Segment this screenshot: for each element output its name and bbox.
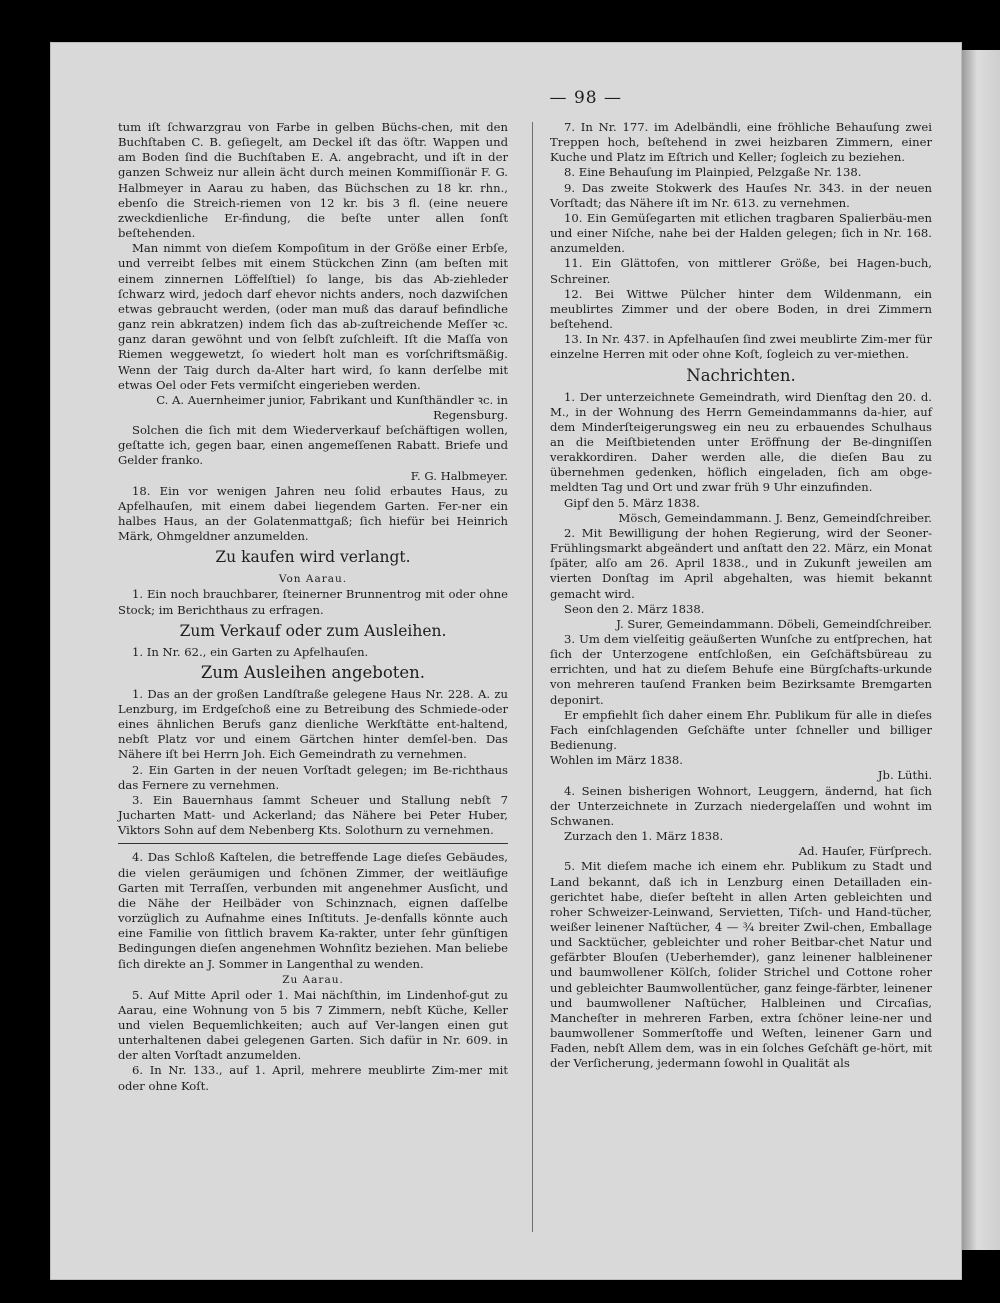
right-column (550, 120, 932, 1072)
paragraph: 1. In Nr. 62., ein Garten zu Apfelhauſen. (132, 644, 369, 659)
paragraph: 3. Ein Bauernhaus ſammt Scheuer und Stallung nebſt 7 Jucharten Matt- und Ackerland; das Nähere bei Peter Huber, Viktors Sohn auf dem Nebenberg Kts. Solothurn zu vernehmen. (118, 792, 508, 838)
paragraph: 4. Seinen bisherigen Wohnort, Leuggern, ändernd, hat ſich der Unterzeichnete in Zurzach niedergelaſſen und wohnt im Schwanen. (550, 783, 932, 828)
paragraph: 13. In Nr. 437. in Apfelhauſen ſind zwei meublirte Zim-mer für einzelne Herren mit oder ohne Koſt, ſogleich zu ver-miethen. (550, 332, 932, 362)
paragraph: Er empfiehlt ſich daher einem Ehr. Publikum für alle in dieſes Fach einſchlagenden Geſchäfte unter ſchneller und billiger Bedienung. (550, 707, 932, 753)
paragraph: 12. Bei Wittwe Pülcher hinter dem Wildenmann, ein meublirtes Zimmer und der obere Boden, in drei Zimmern beſtehend. (550, 286, 932, 332)
signature: J. Surer, Gemeindammann. Döbeli, Gemeindſchreiber. (616, 616, 932, 631)
paragraph: Solchen die ſich mit dem Wiederverkauf beſchäftigen wollen, geſtatte ich, gegen baar, einen angemeſſenen Rabatt. Briefe und Gelder franko. (118, 423, 508, 468)
paragraph: Seon den 2. März 1838. (564, 601, 705, 616)
paragraph: Gipf den 5. März 1838. (564, 495, 700, 510)
next-page-edge (962, 50, 1000, 1250)
signature: Jb. Lüthi. (877, 768, 932, 783)
divider (118, 843, 508, 844)
paragraph: 11. Ein Glättofen, von mittlerer Größe, bei Hagen-buch, Schreiner. (550, 256, 932, 286)
paragraph: 5. Auf Mitte April oder 1. Mai nächſthin, im Lindenhof-gut zu Aarau, eine Wohnung von 5 bis 7 Zimmern, nebſt Küche, Keller und vielen Bequemlichkeiten; auch auf Ver-langen einen gut unterhaltenen dabei gelegenen Garten. Sich dafür in Nr. 609. in der alten Vorſtadt anzumelden. (118, 987, 508, 1063)
paragraph: 2. Mit Bewilligung der hohen Regierung, wird der Seoner-Frühlingsmarkt abgeändert und anſtatt den 22. März, ein Monat ſpäter, alſo am 26. April 1838., und in Zukunft jeweilen am vierten Donſtag im April abgehalten, was hiemit bekannt gemacht wird. (550, 525, 932, 601)
paragraph: 5. Mit dieſem mache ich einem ehr. Publikum zu Stadt und Land bekannt, daß ich in Lenzburg einen Detailladen ein-gerichtet habe, dieſer beſteht in allen Arten gebleichten und roher Schweizer-Leinwand, Servietten, Tiſch- und Hand-tücher, weißer leinener Naſtücher, 4 — ¾ breiter Zwil-chen, Emballage und Sacktücher, gebleichter und roher Beitbar-chet Natur und gefärbter Blouſen (Ueberhemder), ganz leinener halbleinener und baumwollener Kölſch, ſolider Strichel und Cottone roher und gebleichter Baumwollentücher, ganz feinge-färbter, leinener und baumwollener Naſtücher, Halbleinen und Circaſias, Mancheſter in mehreren Farben, extra ſchöner leine-ner und baumwollener Sommerſtoffe und Weſten, leinener Garn und Faden, nebſt Allem dem, was in ein ſolches Geſchäft ge-hört, mit der Verſicherung, jedermann ſowohl in Qualität als (550, 859, 932, 1071)
paragraph: tum iſt ſchwarzgrau von Farbe in gelben Büchs-chen, mit den Buchſtaben C. B. geſiegelt, am Deckel iſt das öſtr. Wappen und am Boden ſind die Buchſtaben E. A. angebracht, und iſt in der ganzen Schweiz nur allein ächt durch meinen Kommiſſionär F. G. Halbmeyer in Aarau zu haben, das Büchschen zu 18 kr. rhn., ebenſo die Streich-riemen von 12 kr. bis 3 fl. (eine neuere zweckdienliche Er-findung, die beſte unter allen ſonſt beſtehenden. (118, 120, 508, 241)
signature: Ad. Hauſer, Fürſprech. (798, 844, 932, 859)
paragraph: Wohlen im März 1838. (550, 753, 683, 768)
page-number: — 98 — (549, 88, 622, 108)
left-column (118, 120, 508, 1094)
paragraph: 3. Um dem vielſeitig geäußerten Wunſche zu entſprechen, hat ſich der Unterzogene entſchloßen, ein Geſchäftsbüreau zu errichten, und hat zu dieſem Behufe eine Bürgſchafts-urkunde von mehreren tauſend Franken beim Bezirksamte Bremgarten deponirt. (550, 632, 932, 707)
signature: C. A. Auernheimer junior, Fabrikant und Kunſthändler ꝛc. in Regensburg. (156, 392, 508, 422)
section-heading: Zum Verkauf oder zum Ausleihen. (179, 621, 447, 640)
section-heading: Zu kaufen wird verlangt. (215, 548, 411, 567)
paragraph: 7. In Nr. 177. im Adelbändli, eine fröhliche Behauſung zwei Treppen hoch, beſtehend in zwei heizbaren Zimmern, einer Kuche und Platz im Eſtrich und Keller; ſogleich zu beziehen. (550, 120, 932, 165)
paragraph: 4. Das Schloß Kaſtelen, die betreffende Lage dieſes Gebäudes, die vielen geräumigen und ſchönen Zimmer, der weitläufige Garten mit Terraſſen, verbunden mit angenehmer Ausſicht, und die Nähe der Heilbäder von Schinznach, eignen daſſelbe vorzüglich zu Aufnahme eines Inſtituts. Je-denfalls könnte auch eine Familie von ſittlich bravem Ka-rakter, unter ſehr günſtigen Bedingungen dieſen angenehmen Wohnſitz beziehen. Man beliebe ſich direkte an J. Sommer in Langenthal zu wenden. (118, 850, 508, 971)
newspaper-page (50, 42, 962, 1280)
section-heading: Nachrichten. (686, 365, 796, 385)
paragraph: 10. Ein Gemüſegarten mit etlichen tragbaren Spalierbäu-men und einer Niſche, nahe bei der Halden gelegen; ſich in Nr. 168. anzumelden. (550, 210, 932, 256)
paragraph: Zurzach den 1. März 1838. (564, 829, 724, 844)
section-heading: Zum Ausleihen angeboten. (200, 662, 426, 682)
column-divider (532, 122, 533, 1232)
paragraph: 8. Eine Behauſung im Plainpied, Pelzgaße Nr. 138. (564, 165, 862, 180)
subheading: Zu Aarau. (282, 973, 344, 986)
subheading: Von Aarau. (278, 573, 348, 586)
paragraph: 9. Das zweite Stokwerk des Hauſes Nr. 343. in der neuen Vorſtadt; das Nähere iſt im Nr. 613. zu vernehmen. (550, 180, 932, 210)
signature: Mösch, Gemeindammann. J. Benz, Gemeindſchreiber. (618, 510, 932, 525)
signature: F. G. Halbmeyer. (410, 468, 508, 483)
paragraph: 1. Der unterzeichnete Gemeindrath, wird Dienſtag den 20. d. M., in der Wohnung des Herrn Gemeindammanns da-hier, auf dem Minderſteigerungsweg ein neu zu erbauendes Schulhaus an die Meiſtbietenden unter Eröffnung der Be-dingniſſen verakkordiren. Daher werden alle, die dieſen Bau zu übernehmen gedenken, höflich eingeladen, ſich am obge-meldten Tag und Ort und zwar früh 9 Uhr einzufinden. (550, 389, 932, 495)
paragraph: 6. In Nr. 133., auf 1. April, mehrere meublirte Zim-mer mit oder ohne Koſt. (118, 1063, 508, 1093)
paragraph: 1. Ein noch brauchbarer, ſteinerner Brunnentrog mit oder ohne Stock; im Berichthaus zu erfragen. (118, 587, 508, 617)
paragraph: 18. Ein vor wenigen Jahren neu ſolid erbautes Haus, zu Apfelhauſen, mit einem dabei liegendem Garten. Fer-ner ein halbes Haus, an der Golatenmattgaß; ſich hiefür bei Heinrich Märk, Ohmgeldner anzumelden. (118, 483, 508, 544)
paragraph: 2. Ein Garten in der neuen Vorſtadt gelegen; im Be-richthaus das Fernere zu vernehmen. (118, 762, 508, 792)
paragraph: Man nimmt von dieſem Kompoſitum in der Größe einer Erbſe, und verreibt ſelbes mit einem Stückchen Zinn (am beſten mit einem zinnernen Löffelſtiel) ſo lange, bis das Ab-ziehleder ſchwarz wird, jedoch darf ehevor nichts anders, noch dazwiſchen etwas gebraucht werden, (oder man muß das darauf befindliche ganz rein abkratzen) indem ſich das ab-zuſtreichende Meſſer ꝛc. ganz daran gewöhnt und von ſelbſt zuſchleift. Iſt die Maſſa von Riemen weggewetzt, ſo wiedert holt man es vorſchriftsmäßig. Wenn der Taig durch da-Alter hart wird, ſo kann derſelbe mit etwas Oel oder Fets vermiſcht eingerieben werden. (118, 241, 508, 392)
paragraph: 1. Das an der großen Landſtraße gelegene Haus Nr. 228. A. zu Lenzburg, im Erdgeſchoß eine zu Betreibung des Schmiede-oder eines ähnlichen Berufs ganz dienliche Werkſtätte ent-haltend, nebſt Platz vor und einem Gärtchen hinter demſel-ben. Das Nähere iſt bei Herrn Joh. Eich Gemeindrath zu vernehmen. (118, 686, 508, 762)
